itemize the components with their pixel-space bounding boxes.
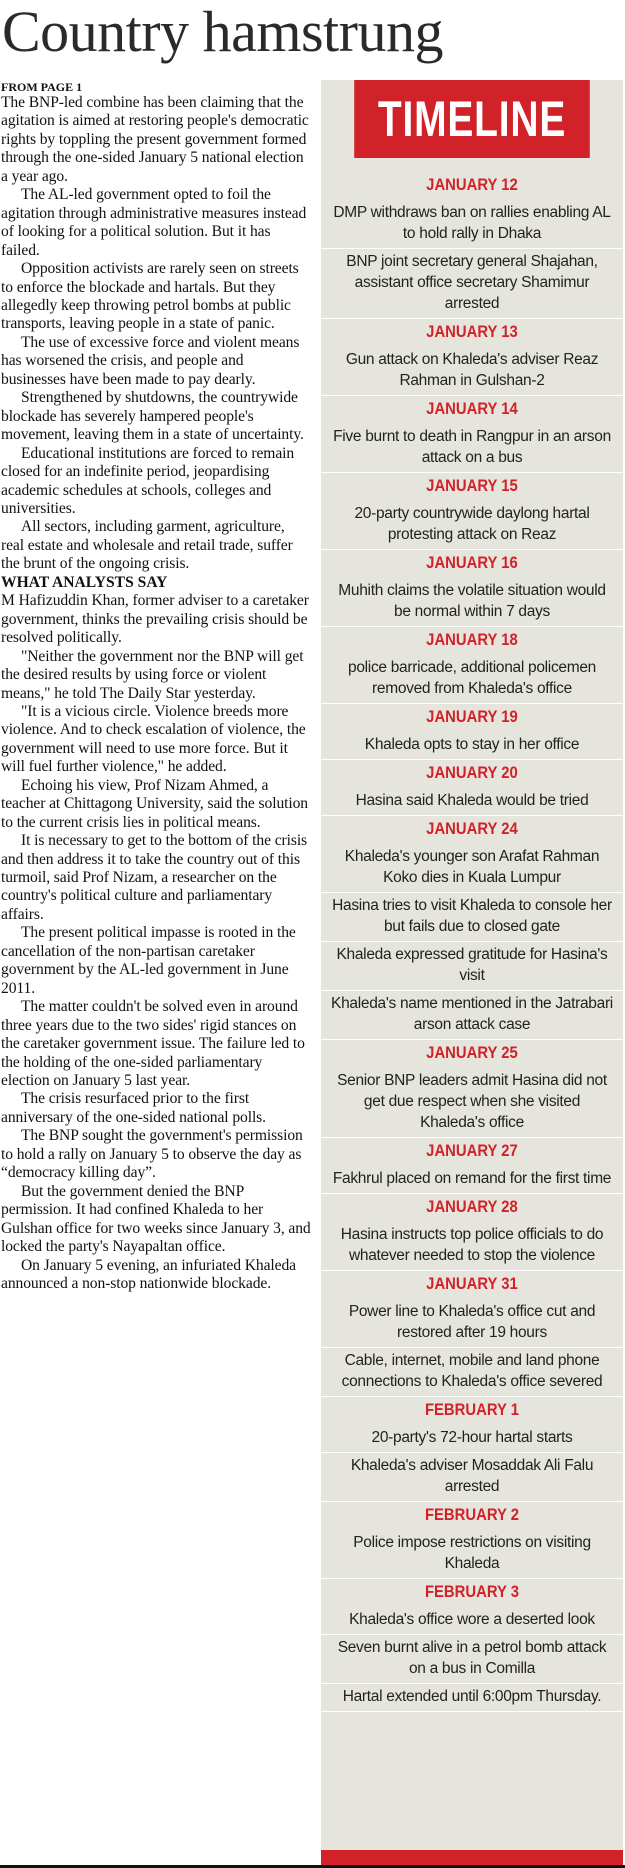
timeline-event: Hartal extended until 6:00pm Thursday. <box>321 1684 623 1712</box>
timeline-date: JANUARY 27 <box>426 1142 518 1160</box>
article-paragraph: "It is a vicious circle. Violence breeds more violence. And to check escalation of violence, the government will need to use more force. But it will fuel further violence," he added. <box>1 702 306 776</box>
timeline-event: Khaleda's adviser Mosaddak Ali Falu arrested <box>321 1453 623 1502</box>
timeline-event: Cable, internet, mobile and land phone connections to Khaleda's office severed <box>321 1348 623 1397</box>
article-paragraph: The matter couldn't be solved even in around three years due to the two sides' rigid stances on the caretaker government issue. The failure led to the holding of the one-sided parliamentary election on January 5 last year. <box>1 998 305 1090</box>
timeline-event: Senior BNP leaders admit Hasina did not get due respect when she visited Khaleda's office <box>321 1068 623 1138</box>
timeline-title: TIMELINE <box>354 80 590 158</box>
timeline-event: Power line to Khaleda's office cut and restored after 19 hours <box>321 1299 623 1348</box>
timeline-event: Police impose restrictions on visiting Khaleda <box>321 1530 623 1579</box>
timeline-event: Gun attack on Khaleda's adviser Reaz Rahman in Gulshan-2 <box>321 347 623 396</box>
timeline-date: JANUARY 15 <box>426 477 518 495</box>
article-paragraphs-1 <box>1 94 311 574</box>
subhead-analysts: WHAT ANALYSTS SAY <box>1 573 168 591</box>
timeline-date: JANUARY 14 <box>426 400 518 418</box>
article-paragraph: The BNP-led combine has been claiming that the agitation is aimed at restoring people's democratic rights by toppling the present government formed through the one-sided January 5 national election a year ago. <box>1 94 309 185</box>
timeline-event: police barricade, additional policemen removed from Khaleda's office <box>321 655 623 704</box>
timeline-event: Khaleda expressed gratitude for Hasina's visit <box>321 942 623 991</box>
timeline-date: JANUARY 25 <box>426 1044 518 1062</box>
timeline-date: JANUARY 20 <box>426 764 518 782</box>
timeline-event: Khaleda's name mentioned in the Jatrabari arson attack case <box>321 991 623 1040</box>
timeline-event: Hasina instructs top police officials to do whatever needed to stop the violence <box>321 1222 623 1271</box>
from-page-label: FROM PAGE 1 <box>1 80 83 94</box>
article-paragraphs-2 <box>1 592 311 1293</box>
article-paragraph: Opposition activists are rarely seen on streets to enforce the blockade and hartals. But they allegedly keep throwing petrol bombs at public transports, leaving people in a state of panic. <box>1 260 299 333</box>
timeline-event: Khaleda's office wore a deserted look <box>321 1607 623 1635</box>
timeline-date: JANUARY 13 <box>426 323 518 341</box>
timeline-event: 20-party's 72-hour hartal starts <box>321 1425 623 1453</box>
timeline-event: DMP withdraws ban on rallies enabling AL to hold rally in Dhaka <box>321 200 623 249</box>
timeline-date: FEBRUARY 1 <box>424 1401 520 1419</box>
timeline-event: Hasina tries to visit Khaleda to console her but fails due to closed gate <box>321 893 623 942</box>
article-body <box>1 80 311 1293</box>
timeline-date: FEBRUARY 2 <box>424 1506 520 1524</box>
article-paragraph: The BNP sought the government's permission to hold a rally on January 5 to observe the day as “democracy killing day”. <box>1 1127 303 1182</box>
article-paragraph: The AL-led government opted to foil the agitation through administrative measures instead of looking for a political solution. But it has failed. <box>1 186 307 259</box>
timeline-event: Muhith claims the volatile situation would be normal within 7 days <box>321 578 623 627</box>
article-paragraph: "Neither the government nor the BNP will get the desired results by using force or violent means," he told The Daily Star yesterday. <box>1 647 304 702</box>
timeline-date: FEBRUARY 3 <box>424 1583 520 1601</box>
timeline-event: Fakhrul placed on remand for the first time <box>321 1166 623 1194</box>
article-paragraph: The use of excessive force and violent means has worsened the crisis, and people and businesses have been made to pay dearly. <box>1 333 300 388</box>
timeline-panel <box>321 80 623 1868</box>
timeline-event: BNP joint secretary general Shajahan, assistant office secretary Shamimur arrested <box>321 249 623 319</box>
article-paragraph: Echoing his view, Prof Nizam Ahmed, a teacher at Chittagong University, said the solution to the current crisis lies in political means. <box>1 776 308 831</box>
article-paragraph: On January 5 evening, an infuriated Khaleda announced a non-stop nationwide blockade. <box>1 1256 296 1292</box>
article-paragraph: All sectors, including garment, agriculture, real estate and wholesale and retail trade, suffer the brunt of the ongoing crisis. <box>1 518 293 573</box>
headline: Country hamstrung <box>2 0 443 64</box>
timeline-event: Five burnt to death in Rangpur in an arson attack on a bus <box>321 424 623 473</box>
article-paragraph: It is necessary to get to the bottom of the crisis and then address it to take the country out of this turmoil, said Prof Nizam, a researcher on the country's political culture and parliamentary affairs. <box>1 832 308 923</box>
timeline-date: JANUARY 24 <box>426 820 518 838</box>
article-paragraph: Strengthened by shutdowns, the countrywide blockade has severely hampered people's movement, leaving them in a state of uncertainty. <box>1 389 304 444</box>
timeline-date: JANUARY 18 <box>426 631 518 649</box>
timeline-date: JANUARY 31 <box>426 1275 518 1293</box>
timeline-event: Khaleda opts to stay in her office <box>321 732 623 760</box>
article-paragraph: But the government denied the BNP permission. It had confined Khaleda to her Gulshan office for two weeks since January 3, and locked the party's Nayapaltan office. <box>1 1182 311 1256</box>
timeline-event: Hasina said Khaleda would be tried <box>321 788 623 816</box>
article-paragraph: Educational institutions are forced to remain closed for an indefinite period, jeopardising academic schedules at schools, colleges and universities. <box>1 444 295 517</box>
article-paragraph: The crisis resurfaced prior to the first anniversary of the one-sided national polls. <box>1 1090 266 1126</box>
timeline-list <box>321 158 623 1712</box>
timeline-date: JANUARY 12 <box>426 176 518 194</box>
timeline-date: JANUARY 28 <box>426 1198 518 1216</box>
timeline-date: JANUARY 16 <box>426 554 518 572</box>
timeline-date: JANUARY 19 <box>426 708 518 726</box>
article-paragraph: M Hafizuddin Khan, former adviser to a caretaker government, thinks the prevailing crisis should be resolved politically. <box>1 592 309 647</box>
timeline-event: Khaleda's younger son Arafat Rahman Koko dies in Kuala Lumpur <box>321 844 623 893</box>
timeline-event: Seven burnt alive in a petrol bomb attack on a bus in Comilla <box>321 1635 623 1684</box>
timeline-event: 20-party countrywide daylong hartal protesting attack on Reaz <box>321 501 623 550</box>
article-paragraph: The present political impasse is rooted in the cancellation of the non-partisan caretaker government by the AL-led government in June 2011. <box>1 924 296 997</box>
